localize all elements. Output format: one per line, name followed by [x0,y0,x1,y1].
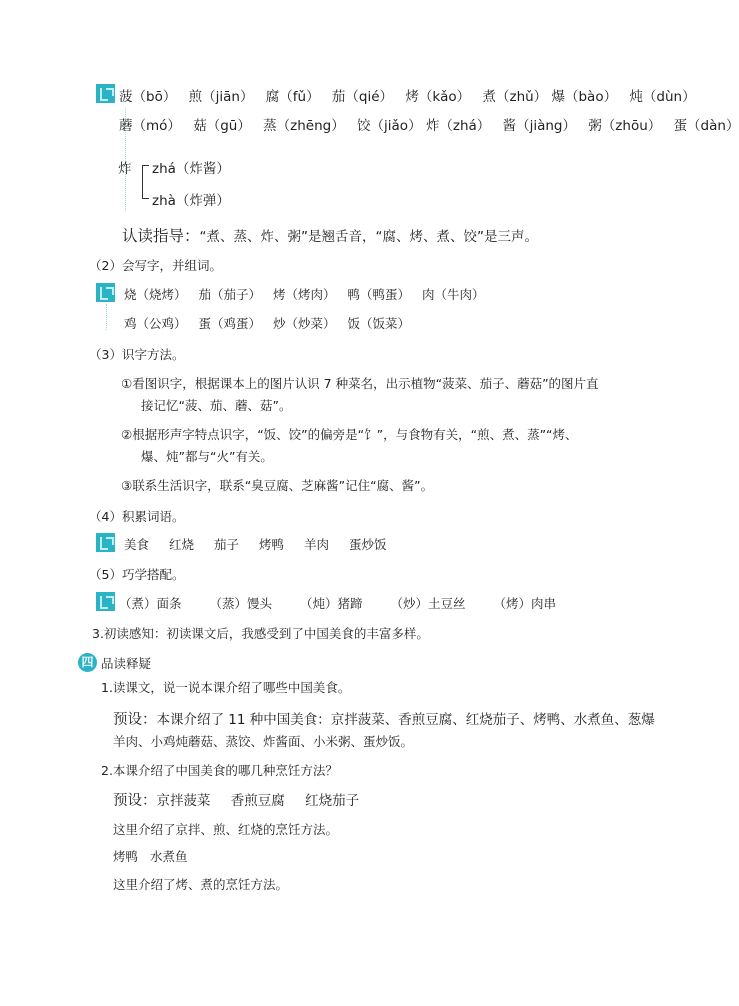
guide-text: “煮、蒸、炸、粥”是翘舌音，“腐、烤、煮、饺”是三声。 [199,229,538,245]
pinyin-item: 菠（bō） [119,89,177,105]
method-2-line-2: 爆、炖”都与“火”有关。 [141,449,273,464]
question-1: 1.读课文，说一说本课介绍了哪些中国美食。 [101,680,351,695]
pencil-tag-icon [96,84,115,103]
word-item: 羊肉 [304,537,330,552]
pencil-tag-icon [96,592,115,611]
pinyin-item: 蒸（zhēng） [263,118,345,134]
answer-2-note-2: 这里介绍了烤、煮的烹饪方法。 [113,877,289,892]
answer-label: 预设： [113,793,157,809]
part-number-badge: 四 [78,653,97,672]
answer-1-line-1 [113,708,655,729]
section-4-heading: （4）积累词语。 [89,509,185,524]
word-item: 鸡（公鸡） [124,316,187,331]
pinyin-item: 煮（zhǔ） [482,89,548,105]
accumulate-words-row [124,535,387,553]
word-item: 烧（烧烤） [124,287,187,302]
method-1-line-1: ①看图识字，根据课本上的图片认识 7 种菜名，出示植物“菠菜、茄子、蘑菇”的图片直 [121,376,599,391]
answer-1-line-2: 羊肉、小鸡炖蘑菇、蒸饺、炸酱面、小米粥、蛋炒饭。 [113,734,414,749]
pinyin-item: 蘑（mó） [119,118,181,134]
word-item: 肉（牛肉） [422,287,485,302]
pinyin-item: 茄（qié） [331,89,394,105]
pencil-tag-icon [96,533,115,552]
section-2-heading: （2）会写字，并组词。 [89,258,222,273]
method-2-line-1: ②根据形声字特点识字，“饭、饺”的偏旁是“饣”，与食物有关，“煎、煮、蒸”“烤、 [121,427,578,442]
collocation-item: （煮）面条 [119,596,182,611]
dish-item: 红烧茄子 [305,793,360,809]
dish-item: 水煮鱼 [150,849,188,864]
pinyin-item: 煎（jiān） [188,89,254,105]
pinyin-item: 爆（bào） [551,89,618,105]
pinyin-item: 烤（kǎo） [405,89,471,105]
pinyin-item: 菇（gū） [193,118,251,134]
pinyin-item: 饺（jiǎo） [357,118,422,134]
dotted-guide-line [106,304,107,330]
word-item: 蛋炒饭 [349,537,387,552]
pinyin-item: 腐（fǔ） [265,89,320,105]
pinyin-item: 蛋（dàn） [673,118,739,134]
pinyin-item: 酱（jiàng） [502,118,576,134]
reading-guide [122,224,538,246]
section-5-heading: （5）巧学搭配。 [89,567,185,582]
dish-item: 烤鸭 [113,849,139,864]
question-2: 2.本课介绍了中国美食的哪几种烹饪方法？ [101,763,338,778]
word-item: 烤（烤肉） [273,287,336,302]
word-item: 烤鸭 [259,537,285,552]
first-reading-summary: 3.初读感知：初读课文后，我感受到了中国美食的丰富多样。 [92,626,429,641]
polyphone-reading-1: zhá（炸酱） [152,161,230,177]
word-item: 蛋（鸡蛋） [198,316,262,331]
dish-item: 香煎豆腐 [230,793,285,809]
word-item: 红烧 [169,537,195,552]
collocation-item: （蒸）馒头 [209,596,273,611]
pinyin-item: 炖（dùn） [629,89,696,105]
answer-2-dishes [113,789,359,810]
collocation-item: （烤）肉串 [493,596,557,611]
pinyin-item: 炸（zhá） [425,118,491,134]
word-item: 炒（炒菜） [273,316,336,331]
brace-bracket [142,165,149,199]
dish-item: 京拌菠菜 [156,793,211,809]
collocation-item: （炖）猪蹄 [300,596,363,611]
answer-2-note-1: 这里介绍了京拌、煎、红烧的烹饪方法。 [113,822,339,837]
pinyin-row-2 [119,114,739,134]
part-title: 品读释疑 [101,656,152,671]
answer-2-dishes-2 [113,847,188,865]
write-words-row-2 [124,314,410,332]
word-item: 饭（饭菜） [347,316,411,331]
answer-text: 本课介绍了 11 种中国美食：京拌菠菜、香煎豆腐、红烧茄子、烤鸭、水煮鱼、葱爆 [156,712,655,728]
pinyin-item: 粥（zhōu） [588,118,662,134]
pinyin-row-1 [119,85,696,105]
word-item: 美食 [124,537,150,552]
method-1-line-2: 接记忆“菠、茄、蘑、菇”。 [141,398,292,413]
collocation-item: （炒）土豆丝 [390,596,466,611]
collocation-row [119,594,556,612]
pencil-tag-icon [96,283,115,302]
word-item: 茄子 [214,537,240,552]
guide-label: 认读指导： [122,227,200,245]
word-item: 鸭（鸭蛋） [347,287,411,302]
polyphone-char: 炸 [118,161,132,177]
write-words-row-1 [124,285,485,303]
answer-label: 预设： [113,712,157,728]
section-3-heading: （3）识字方法。 [89,347,185,362]
word-item: 茄（茄子） [198,287,262,302]
polyphone-reading-2: zhà（炸弹） [152,193,230,209]
method-3-line-1: ③联系生活识字，联系“臭豆腐、芝麻酱”记住“腐、酱”。 [121,478,434,493]
